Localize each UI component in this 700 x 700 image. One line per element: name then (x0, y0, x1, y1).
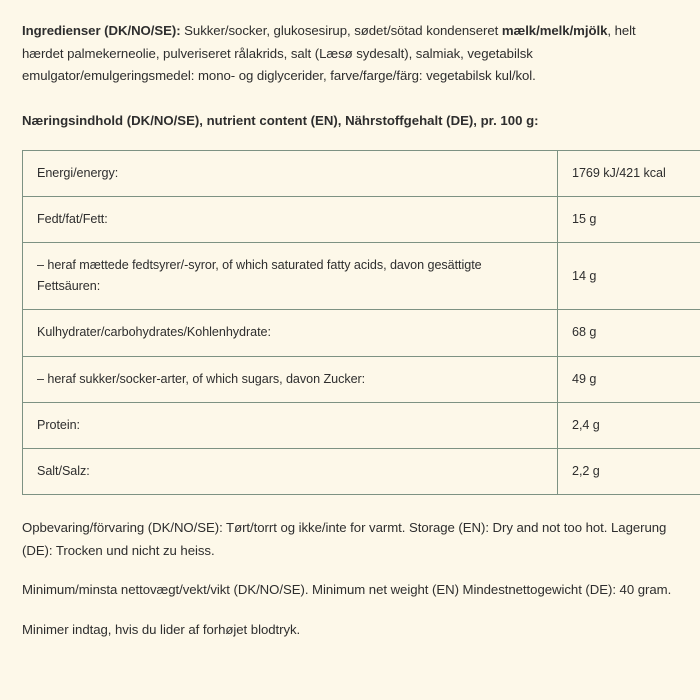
nutrient-value: 2,4 g (558, 402, 700, 448)
spacer (22, 88, 678, 110)
ingredients-text-before: Sukker/socker, glukosesirup, sødet/sötad kondenseret (180, 23, 502, 38)
ingredients-text-after: , helt hærdet palmekerneolie, pulveriseret rålakrids, salt (Læsø sydesalt), salmiak, vegetabilsk emulgator/emulgeringsmedel: mono- og diglycerider, farve/farge/färg: vegetabilsk kul/kol. (22, 23, 636, 84)
net-weight-paragraph: Minimum/minsta nettovægt/vekt/vikt (DK/NO/SE). Minimum net weight (EN) Mindestnettogewicht (DE): 40 gram. (22, 582, 672, 598)
nutrient-value: 49 g (558, 356, 700, 402)
nutrient-label: Fedt/fat/Fett: (23, 196, 558, 242)
storage-paragraph: Opbevaring/förvaring (DK/NO/SE): Tørt/torrt og ikke/inte for varmt. Storage (EN): Dry and not too hot. Lagerung (DE): Trocken und nicht zu heiss. (22, 520, 667, 558)
nutrient-label: Energi/energy: (23, 150, 558, 196)
nutrient-value: 14 g (558, 243, 700, 310)
nutrient-value: 1769 kJ/421 kcal (558, 150, 700, 196)
table-row (23, 196, 700, 242)
spacer (22, 562, 678, 579)
ingredients-paragraph (22, 20, 678, 88)
nutrient-label: Protein: (23, 402, 558, 448)
table-row (23, 356, 700, 402)
advisory-paragraph: Minimer indtag, hvis du lider af forhøjet blodtryk. (22, 622, 301, 638)
nutrient-label: Kulhydrater/carbohydrates/Kohlenhydrate: (23, 310, 558, 356)
table-row (23, 243, 700, 310)
ingredients-label: Ingredienser (DK/NO/SE): (22, 23, 181, 38)
table-row (23, 402, 700, 448)
spacer (22, 495, 678, 517)
table-row (23, 310, 700, 356)
ingredients-allergen: mælk/melk/mjölk (501, 23, 608, 38)
table-row (23, 150, 700, 196)
nutrient-label: – heraf mættede fedtsyrer/-syror, of which saturated fatty acids, davon gesättigte Fettsäuren: (23, 243, 558, 310)
nutrient-value: 68 g (558, 310, 700, 356)
nutrient-value: 15 g (558, 196, 700, 242)
table-row (23, 448, 700, 494)
nutrition-table-body (23, 150, 700, 494)
spacer (22, 133, 678, 150)
nutrient-label: – heraf sukker/socker-arter, of which sugars, davon Zucker: (23, 356, 558, 402)
nutrition-heading: Næringsindhold (DK/NO/SE), nutrient content (EN), Nährstoffgehalt (DE), pr. 100 g: (22, 113, 539, 129)
nutrient-label: Salt/Salz: (23, 448, 558, 494)
nutrition-table (22, 150, 700, 495)
nutrient-value: 2,2 g (558, 448, 700, 494)
spacer (22, 602, 678, 619)
